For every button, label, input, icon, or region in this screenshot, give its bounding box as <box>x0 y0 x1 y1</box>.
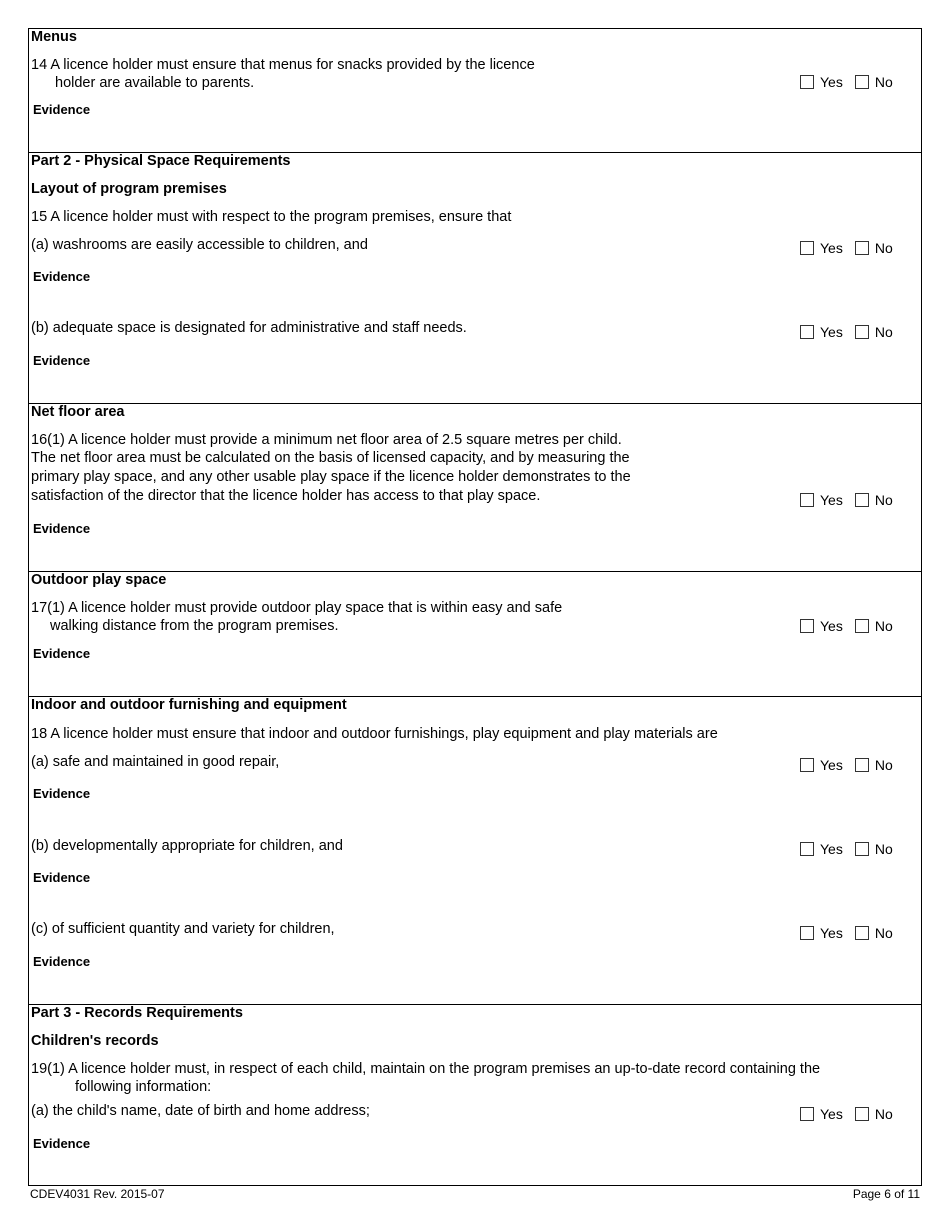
item-14-text-line1: 14 A licence holder must ensure that menus for snacks provided by the licence <box>31 57 535 73</box>
item-15a-evidence-label: Evidence <box>33 269 91 284</box>
item-17-no-checkbox[interactable] <box>855 619 869 633</box>
item-18c-text: (c) of sufficient quantity and variety for children, <box>31 921 335 937</box>
no-label: No <box>874 1106 893 1122</box>
item-19-text-line2: following information: <box>75 1079 212 1095</box>
item-17-yes-checkbox[interactable] <box>800 619 814 633</box>
item-18c-yes-no <box>800 924 893 942</box>
item-19a-no-checkbox[interactable] <box>855 1107 869 1121</box>
item-19a-text: (a) the child's name, date of birth and home address; <box>31 1103 370 1119</box>
no-label: No <box>874 324 893 340</box>
item-14-yes-checkbox[interactable] <box>800 75 814 89</box>
item-15b-yes-no <box>800 323 893 341</box>
item-17-evidence-label: Evidence <box>33 646 91 661</box>
item-17-text-line1: 17(1) A licence holder must provide outdoor play space that is within easy and safe <box>31 600 563 616</box>
item-19a-evidence-label: Evidence <box>33 1136 91 1151</box>
item-18a-no-checkbox[interactable] <box>855 758 869 772</box>
item-15b-no-checkbox[interactable] <box>855 325 869 339</box>
item-15a-yes-checkbox[interactable] <box>800 241 814 255</box>
item-19a-yes-no <box>800 1105 893 1123</box>
no-label: No <box>874 618 893 634</box>
item-18b-yes-no <box>800 840 893 858</box>
page-number: Page 6 of 11 <box>852 1187 920 1201</box>
item-15a-text: (a) washrooms are easily accessible to children, and <box>31 237 368 253</box>
item-15b-yes-checkbox[interactable] <box>800 325 814 339</box>
item-16-evidence-label: Evidence <box>33 521 91 536</box>
section-heading-layout: Layout of program premises <box>31 181 227 197</box>
yes-label: Yes <box>820 925 843 941</box>
no-label: No <box>874 74 893 90</box>
item-15b-text: (b) adequate space is designated for administrative and staff needs. <box>31 320 467 336</box>
item-15a-no-checkbox[interactable] <box>855 241 869 255</box>
item-18b-yes-checkbox[interactable] <box>800 842 814 856</box>
item-17-yes-no <box>800 617 893 635</box>
yes-label: Yes <box>820 74 843 90</box>
item-14-evidence-label: Evidence <box>33 102 91 117</box>
item-18c-evidence-label: Evidence <box>33 954 91 969</box>
no-label: No <box>874 841 893 857</box>
item-18c-no-checkbox[interactable] <box>855 926 869 940</box>
yes-label: Yes <box>820 240 843 256</box>
item-19a-yes-checkbox[interactable] <box>800 1107 814 1121</box>
item-18a-yes-no <box>800 756 893 774</box>
item-16-text-line3: primary play space, and any other usable play space if the licence holder demonstrates to the <box>31 469 631 485</box>
section-heading-menus: Menus <box>31 29 77 45</box>
part-2-title: Part 2 - Physical Space Requirements <box>31 153 291 169</box>
item-15a-yes-no <box>800 239 893 257</box>
item-18b-text: (b) developmentally appropriate for children, and <box>31 838 343 854</box>
item-16-text-line2: The net floor area must be calculated on the basis of licensed capacity, and by measuring the <box>31 450 630 466</box>
section-heading-furnishing: Indoor and outdoor furnishing and equipment <box>31 697 347 713</box>
item-18b-evidence-label: Evidence <box>33 870 91 885</box>
item-16-yes-no <box>800 491 893 509</box>
yes-label: Yes <box>820 1106 843 1122</box>
item-14-yes-no <box>800 73 893 91</box>
item-18a-yes-checkbox[interactable] <box>800 758 814 772</box>
item-18a-evidence-label: Evidence <box>33 786 91 801</box>
item-19-text-line1: 19(1) A licence holder must, in respect of each child, maintain on the program premises an up-to-date record containing the <box>31 1061 821 1077</box>
item-17-text-line2: walking distance from the program premises. <box>50 618 339 634</box>
item-16-text-line4: satisfaction of the director that the licence holder has access to that play space. <box>31 488 541 504</box>
item-14-text-line2: holder are available to parents. <box>55 75 255 91</box>
section-heading-net-floor: Net floor area <box>31 404 125 420</box>
item-18-intro: 18 A licence holder must ensure that indoor and outdoor furnishings, play equipment and play materials are <box>31 726 718 742</box>
yes-label: Yes <box>820 324 843 340</box>
item-18c-yes-checkbox[interactable] <box>800 926 814 940</box>
yes-label: Yes <box>820 618 843 634</box>
item-15-intro: 15 A licence holder must with respect to the program premises, ensure that <box>31 209 512 225</box>
section-heading-children-records: Children's records <box>31 1033 159 1049</box>
no-label: No <box>874 240 893 256</box>
section-heading-outdoor: Outdoor play space <box>31 572 167 588</box>
no-label: No <box>874 757 893 773</box>
item-15b-evidence-label: Evidence <box>33 353 91 368</box>
item-16-no-checkbox[interactable] <box>855 493 869 507</box>
form-code: CDEV4031 Rev. 2015-07 <box>30 1187 165 1201</box>
yes-label: Yes <box>820 492 843 508</box>
item-18b-no-checkbox[interactable] <box>855 842 869 856</box>
no-label: No <box>874 492 893 508</box>
item-16-yes-checkbox[interactable] <box>800 493 814 507</box>
item-14-no-checkbox[interactable] <box>855 75 869 89</box>
item-16-text-line1: 16(1) A licence holder must provide a minimum net floor area of 2.5 square metres per child. <box>31 432 622 448</box>
item-18a-text: (a) safe and maintained in good repair, <box>31 754 280 770</box>
part-3-title: Part 3 - Records Requirements <box>31 1005 243 1021</box>
yes-label: Yes <box>820 757 843 773</box>
no-label: No <box>874 925 893 941</box>
yes-label: Yes <box>820 841 843 857</box>
section-divider <box>28 403 922 404</box>
